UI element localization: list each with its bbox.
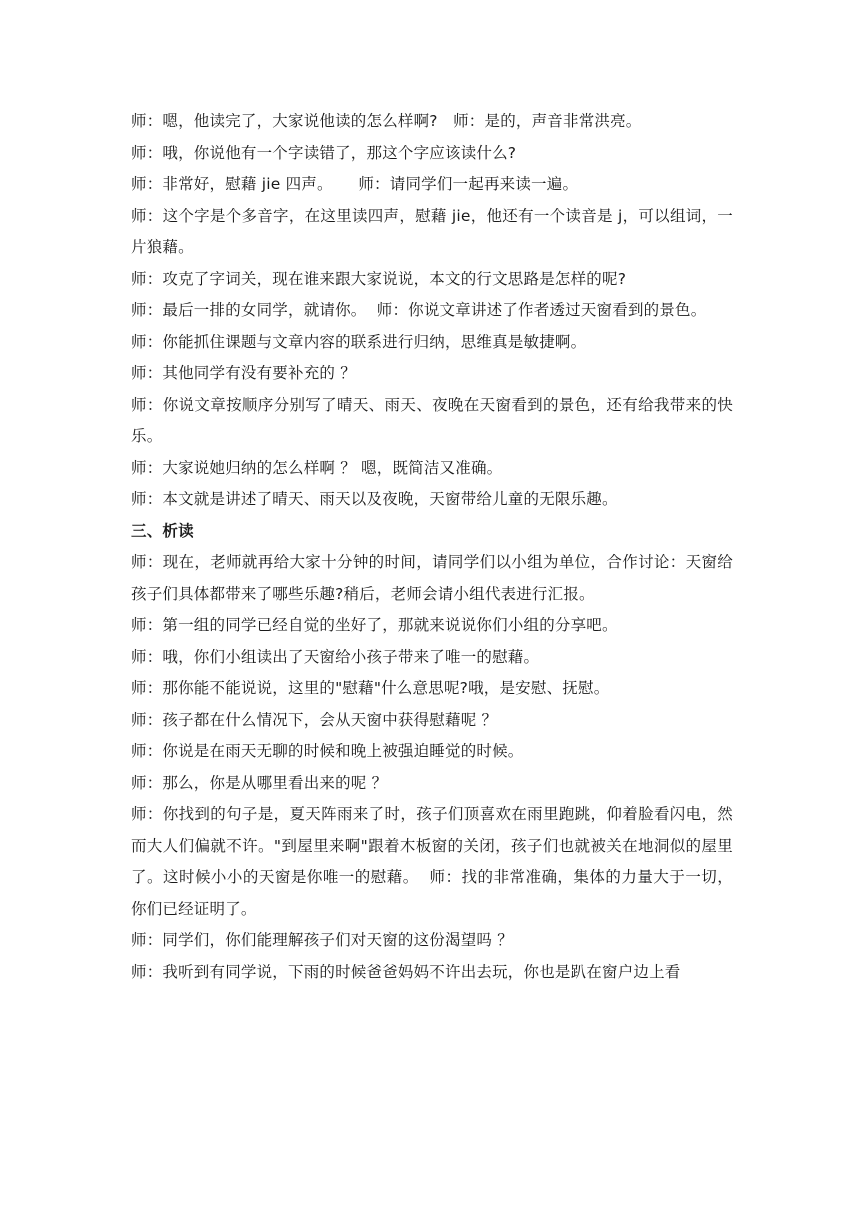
paragraph: 师：本文就是讲述了晴天、雨天以及夜晚，天窗带给儿童的无限乐趣。 (131, 490, 618, 508)
paragraph: 师：那么，你是从哪里看出来的呢 ？ (131, 773, 388, 792)
paragraph: 师：你说文章按顺序分别写了晴天、雨天、夜晚在天窗看到的景色，还有给我带来的快乐。 (131, 395, 733, 445)
paragraph: 师：你说是在雨天无聊的时候和晚上被强迫睡觉的时候。 (131, 742, 524, 760)
paragraph: 师：你能抓住课题与文章内容的联系进行归纳，思维真是敏捷啊。 (131, 332, 587, 351)
paragraph: 师：攻克了字词关，现在谁来跟大家说说，本文的行文思路是怎样的呢? (131, 269, 627, 288)
paragraph: 师：孩子都在什么情况下，会从天窗中获得慰藉呢 ？ (131, 710, 498, 729)
paragraph: 师：现在，老师就再给大家十分钟的时间，请同学们以小组为单位，合作讨论：天窗给孩子们具体都带来了哪些乐趣?稍后，老师会请小组代表进行汇报。 (131, 553, 733, 603)
paragraph: 师：我听到有同学说，下雨的时候爸爸妈妈不许出去玩，你也是趴在窗户边上看 (131, 962, 681, 981)
paragraph: 师：哦，你们小组读出了天窗给小孩子带来了唯一的慰藉。 (131, 647, 540, 666)
paragraph: 师：大家说她归纳的怎么样啊 ？ 嗯，既简洁又准确。 (131, 458, 503, 477)
paragraph: 师：那你能不能说说，这里的"慰藉"什么意思呢?哦，是安慰、抚慰。 (131, 679, 610, 697)
paragraph: 师：最后一排的女同学，就请你。 师：你说文章讲述了作者透过天窗看到的景色。 (131, 301, 707, 319)
paragraph: 师：这个字是个多音字，在这里读四声，慰藉 jie，他还有一个读音是 j，可以组词，一片狼藉。 (131, 206, 733, 256)
document-body (131, 106, 733, 988)
paragraph: 师：第一组的同学已经自觉的坐好了，那就来说说你们小组的分享吧。 (131, 616, 618, 634)
paragraph: 师：你找到的句子是，夏天阵雨来了时，孩子们顶喜欢在雨里跑跳，仰着脸看闪电，然而大人们偏就不许。"到屋里来啊"跟着木板窗的关闭，孩子们也就被关在地洞似的屋里了。这时候小小的天窗是你唯一的慰藉。 师：找的非常准确，集体的力量大于一切，你们已经证明了。 (131, 805, 733, 918)
paragraph: 师：嗯，他读完了，大家说他读的怎么样啊? 师：是的，声音非常洪亮。 (131, 112, 642, 130)
paragraph: 师：非常好，慰藉 jie 四声。 师：请同学们一起再来读一遍。 (131, 175, 579, 193)
paragraph: 师：哦，你说他有一个字读错了，那这个字应该读什么? (131, 143, 517, 162)
paragraph: 师：其他同学有没有要补充的 ？ (131, 364, 356, 382)
section-heading: 三、析读 (131, 521, 194, 540)
paragraph: 师：同学们，你们能理解孩子们对天窗的这份渴望吗 ？ (131, 931, 513, 949)
